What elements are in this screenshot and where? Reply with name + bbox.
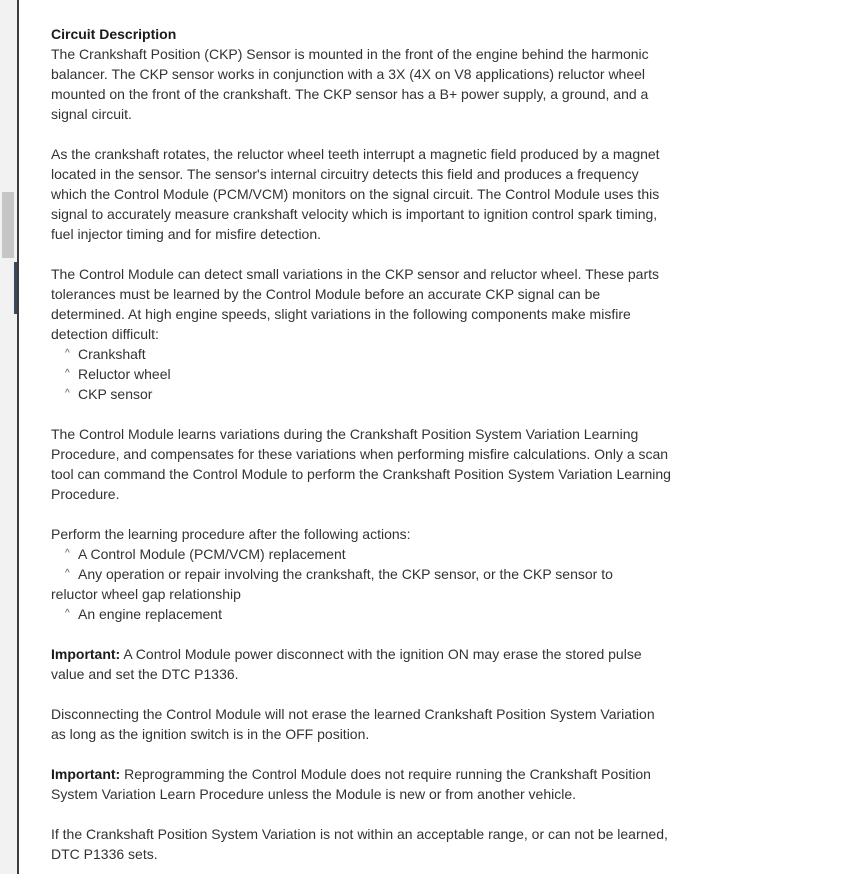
important-label: Important: xyxy=(51,646,121,662)
list-item: ^ A Control Module (PCM/VCM) replacement xyxy=(65,546,346,562)
paragraph-reluctor-operation: As the crankshaft rotates, the reluctor wheel teeth interrupt a magnetic field produced by a magnet located in the sensor. The sensor's internal circuitry detects this field and produces a frequency which the Control Module (PCM/VCM) monitors on the signal circuit. The Control Module uses this signal to accurately measure crankshaft velocity which is important to ignition control spark timing, fuel injector timing and for misfire detection. xyxy=(51,146,660,242)
paragraph-ckp-overview: The Crankshaft Position (CKP) Sensor is mounted in the front of the engine behind the harmonic balancer. The CKP sensor works in conjunction with a 3X (4X on V8 applications) reluctor wheel mounted on the front of the crankshaft. The CKP sensor has a B+ power supply, a ground, and a signal circuit. xyxy=(51,46,649,122)
paragraph-variations: The Control Module can detect small variations in the CKP sensor and reluctor wheel. These parts tolerances must be learned by the Control Module before an accurate CKP signal can be determined. At high engine speeds, slight variations in the following components make misfire detection difficult: xyxy=(51,266,660,342)
list-item: ^ An engine replacement xyxy=(65,606,222,622)
list-item: ^ CKP sensor xyxy=(65,386,153,402)
important-note-disconnect: Important: A Control Module power disconnect with the ignition ON may erase the stored pulse value and set the DTC P1336. xyxy=(51,646,642,682)
list-item: ^ Any operation or repair involving the crankshaft, the CKP sensor, or the CKP sensor to reluctor wheel gap relationship xyxy=(51,566,613,602)
important-note-reprogramming: Important: Reprogramming the Control Module does not require running the Crankshaft Position System Variation Learn Procedure unless the Module is new or from another vehicle. xyxy=(51,766,651,802)
paragraph-disconnect: Disconnecting the Control Module will not erase the learned Crankshaft Position System Variation as long as the ignition switch is in the OFF position. xyxy=(51,706,655,742)
document-content xyxy=(51,24,671,884)
caret-icon: ^ xyxy=(65,608,70,619)
document-panel xyxy=(17,0,851,874)
components-list xyxy=(51,344,671,404)
caret-icon: ^ xyxy=(65,568,70,579)
list-item: ^ Crankshaft xyxy=(65,346,146,362)
actions-list xyxy=(51,544,671,624)
caret-icon: ^ xyxy=(65,368,70,379)
caret-icon: ^ xyxy=(65,348,70,359)
paragraph-dtc: If the Crankshaft Position System Variation is not within an acceptable range, or can not be learned, DTC P1336 sets. xyxy=(51,826,668,862)
caret-icon: ^ xyxy=(65,388,70,399)
paragraph-perform-after: Perform the learning procedure after the following actions: xyxy=(51,526,411,542)
paragraph-learning-procedure: The Control Module learns variations during the Crankshaft Position System Variation Learning Procedure, and compensates for these variations when performing misfire calculations. Only a scan tool can command the Control Module to perform the Crankshaft Position System Variation Learning Procedure. xyxy=(51,426,671,502)
important-label: Important: xyxy=(51,766,121,782)
section-title: Circuit Description xyxy=(51,26,177,42)
scrollbar-thumb[interactable] xyxy=(2,192,14,258)
left-gutter xyxy=(0,0,17,874)
caret-icon: ^ xyxy=(65,548,70,559)
list-item: ^ Reluctor wheel xyxy=(65,366,171,382)
